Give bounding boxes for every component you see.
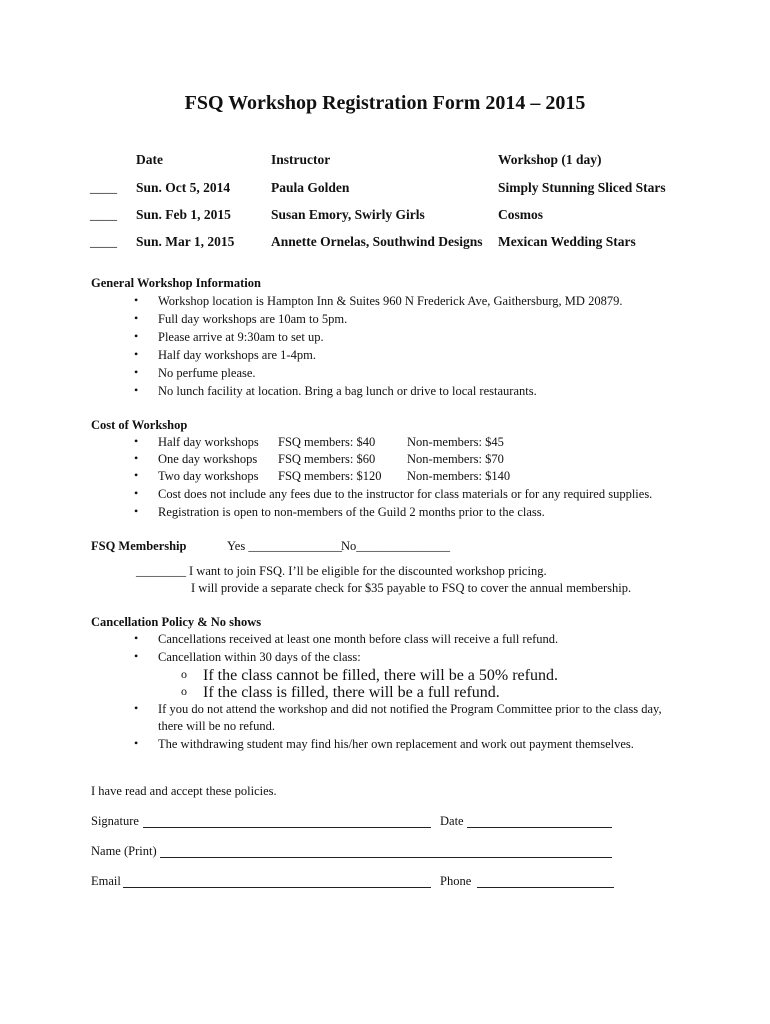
phone-label: Phone <box>440 874 472 888</box>
cost-heading: Cost of Workshop <box>91 418 188 432</box>
name-field[interactable] <box>160 857 612 858</box>
header-workshop: Workshop (1 day) <box>498 152 602 167</box>
signature-field[interactable] <box>143 827 431 828</box>
membership-heading: FSQ Membership <box>91 539 187 553</box>
cancellation-item: • Cancellations received at least one month before class will receive a full refund. <box>158 632 558 647</box>
date-field[interactable] <box>467 827 612 828</box>
workshop-select-blank[interactable]: ____ <box>90 234 117 249</box>
header-instructor: Instructor <box>271 152 331 167</box>
cost-nonmembers: Non-members: $70 <box>407 452 504 466</box>
cancellation-subitem: o If the class cannot be filled, there will be a 50% refund. <box>203 667 558 685</box>
cancellation-item-cont: there will be no refund. <box>158 719 275 733</box>
cost-nonmembers: Non-members: $140 <box>407 469 511 483</box>
email-field[interactable] <box>123 887 431 888</box>
header-date: Date <box>136 152 163 167</box>
cost-note: • Cost does not include any fees due to the instructor for class materials or for any required supplies. <box>158 487 652 502</box>
general-info-item: • No perfume please. <box>158 366 256 381</box>
cost-type: Two day workshops <box>158 469 259 483</box>
general-info-item: • No lunch facility at location. Bring a bag lunch or drive to local restaurants. <box>158 384 537 399</box>
membership-no-field[interactable]: No_______________ <box>341 539 451 553</box>
cost-members: FSQ members: $40 <box>278 435 376 449</box>
cancellation-heading: Cancellation Policy & No shows <box>91 615 262 629</box>
general-info-item: • Full day workshops are 10am to 5pm. <box>158 312 347 327</box>
workshop-date: Sun. Feb 1, 2015 <box>136 207 231 222</box>
workshop-select-blank[interactable]: ____ <box>90 207 117 222</box>
workshop-title: Simply Stunning Sliced Stars <box>498 180 666 195</box>
name-label: Name (Print) <box>91 844 157 858</box>
cost-members: FSQ members: $120 <box>278 469 382 483</box>
cost-type: Half day workshops <box>158 435 259 449</box>
workshop-title: Cosmos <box>498 207 544 222</box>
cost-type: One day workshops <box>158 452 258 466</box>
workshop-instructor: Susan Emory, Swirly Girls <box>271 207 425 222</box>
phone-field[interactable] <box>477 887 614 888</box>
join-fsq-text: I want to join FSQ. I’ll be eligible for the discounted workshop pricing. <box>189 564 547 578</box>
workshop-instructor: Annette Ornelas, Southwind Designs <box>271 234 483 249</box>
cancellation-item: • The withdrawing student may find his/her own replacement and work out payment themselves. <box>158 737 634 752</box>
workshop-date: Sun. Oct 5, 2014 <box>136 180 231 195</box>
page-title: FSQ Workshop Registration Form 2014 – 2015 <box>184 92 586 114</box>
join-fsq-blank[interactable]: ________ <box>136 564 186 578</box>
cost-nonmembers: Non-members: $45 <box>407 435 504 449</box>
general-info-item: • Half day workshops are 1-4pm. <box>158 348 316 363</box>
cancellation-subitem: o If the class is filled, there will be a full refund. <box>203 684 500 702</box>
signature-label: Signature <box>91 814 139 828</box>
workshop-title: Mexican Wedding Stars <box>498 234 636 249</box>
general-info-item: • Please arrive at 9:30am to set up. <box>158 330 324 345</box>
workshop-instructor: Paula Golden <box>271 180 350 195</box>
cost-members: FSQ members: $60 <box>278 452 376 466</box>
membership-yes-field[interactable]: Yes _______________ <box>227 539 343 553</box>
workshop-date: Sun. Mar 1, 2015 <box>136 234 235 249</box>
date-label: Date <box>440 814 464 828</box>
cancellation-item: • If you do not attend the workshop and did not notified the Program Committee prior to the class day, <box>158 702 662 717</box>
accept-policies-text: I have read and accept these policies. <box>91 784 277 798</box>
general-info-item: • Workshop location is Hampton Inn & Suites 960 N Frederick Ave, Gaithersburg, MD 20879. <box>158 294 622 309</box>
cost-note: • Registration is open to non-members of the Guild 2 months prior to the class. <box>158 505 545 520</box>
join-fsq-text-2: I will provide a separate check for $35 payable to FSQ to cover the annual membership. <box>191 581 632 595</box>
cancellation-item: • Cancellation within 30 days of the class: <box>158 650 361 665</box>
email-label: Email <box>91 874 121 888</box>
general-info-heading: General Workshop Information <box>91 276 261 290</box>
workshop-select-blank[interactable]: ____ <box>90 180 117 195</box>
